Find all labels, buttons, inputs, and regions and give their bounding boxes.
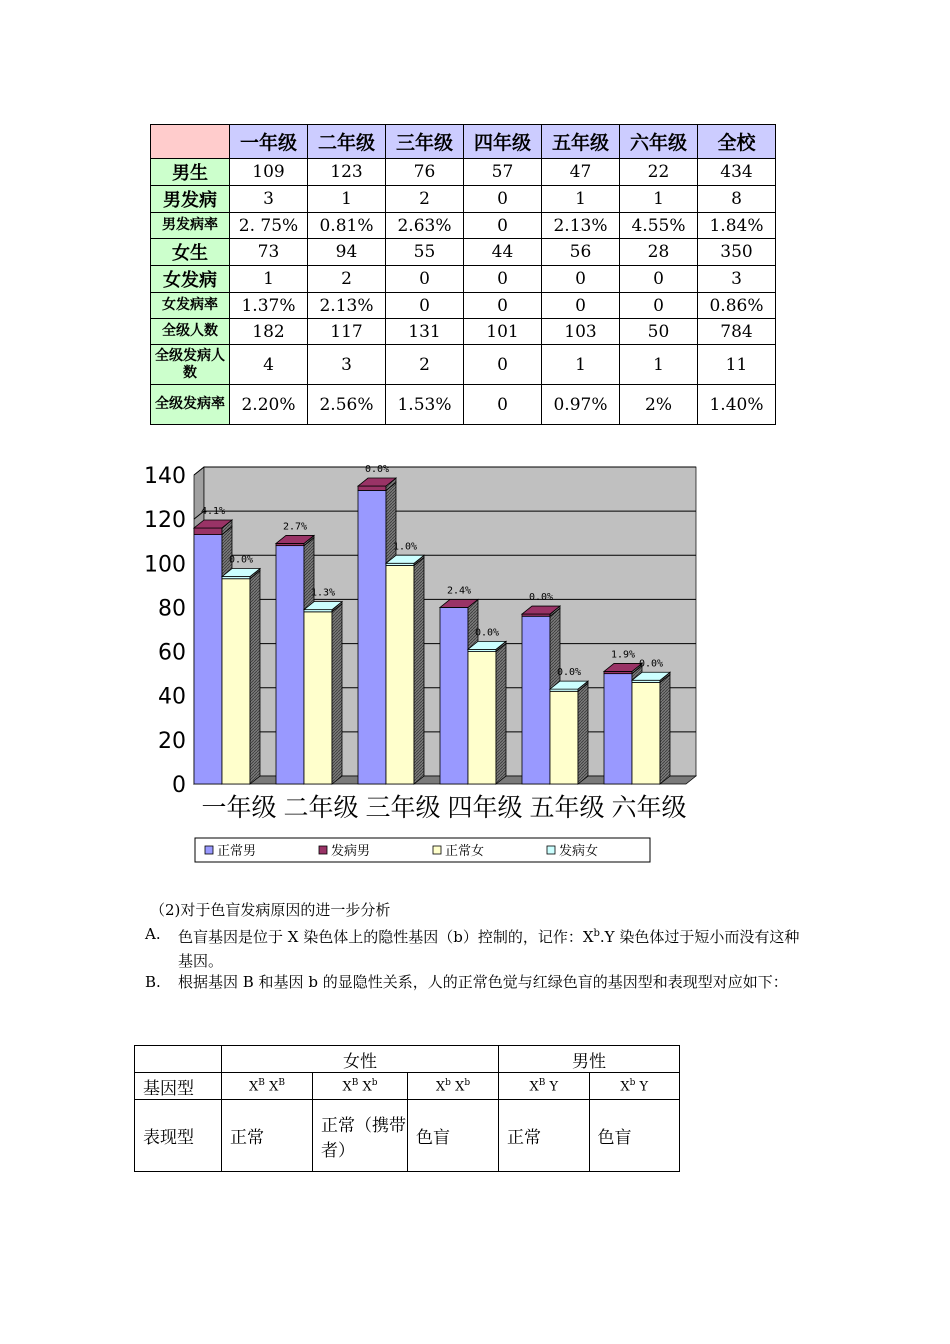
column-header: 五年级: [542, 125, 620, 159]
data-label: 0.0%: [474, 627, 500, 639]
analysis-item-b: [145, 970, 845, 1020]
data-label: 4.1%: [200, 505, 226, 517]
legend-label: 正常女: [445, 844, 485, 859]
column-header: 三年级: [386, 125, 464, 159]
table-cell: 0.81%: [308, 213, 386, 239]
table-cell: 1.84%: [698, 213, 776, 239]
table-cell: 0: [464, 186, 542, 213]
table-header-row: [151, 125, 776, 159]
table-cell: 1: [230, 266, 308, 293]
bar-正常女-side: [578, 683, 588, 784]
table-cell: 2: [308, 266, 386, 293]
table-cell: 56: [542, 239, 620, 266]
bar-正常男: [276, 546, 304, 784]
table-cell: 1: [620, 186, 698, 213]
table-cell: 103: [542, 319, 620, 345]
table-cell: 0: [464, 345, 542, 385]
table-cell: 2.13%: [542, 213, 620, 239]
table-cell: 4.55%: [620, 213, 698, 239]
y-tick-label: 0: [172, 773, 186, 798]
table-cell: 0: [542, 293, 620, 319]
item-text: 色盲基因是位于 X 染色体上的隐性基因（b）控制的，记作：$X^b.Y$ 染色体过于短小而没有这种基因。: [178, 928, 800, 970]
y-tick-label: 60: [158, 640, 186, 666]
genotype-cell: $X^B$ $X^B$: [222, 1073, 313, 1100]
bar-发病男: [358, 486, 386, 490]
table-row: [151, 266, 776, 293]
legend-label: 发病女: [559, 844, 599, 859]
table-cell: 0: [464, 293, 542, 319]
table-cell: 50: [620, 319, 698, 345]
table-cell: 8: [698, 186, 776, 213]
data-label: 1.0%: [392, 541, 418, 553]
row-label: 男发病: [151, 186, 230, 213]
bar-正常男: [440, 607, 468, 784]
table-cell: 11: [698, 345, 776, 385]
table-cell: 784: [698, 319, 776, 345]
table-cell: 57: [464, 159, 542, 186]
table-cell: 434: [698, 159, 776, 186]
phenotype-row: [135, 1100, 680, 1172]
table-cell: 2.63%: [386, 213, 464, 239]
table-row: [151, 186, 776, 213]
table-row: [151, 239, 776, 266]
y-tick-label: 80: [158, 596, 186, 622]
legend-label: 正常男: [217, 844, 257, 859]
x-tick-label: 五年级: [529, 793, 605, 822]
row-label: 女发病率: [151, 293, 230, 319]
analysis-item-a: [145, 922, 845, 972]
data-label: 2.4%: [446, 585, 472, 597]
genotype-cell: $X^b$ $X^b$: [408, 1073, 499, 1100]
bar-正常女: [304, 612, 332, 784]
table-cell: 123: [308, 159, 386, 186]
genotype-label: 基因型: [135, 1073, 222, 1100]
table-row: [151, 345, 776, 385]
data-label: 0.0%: [228, 554, 254, 566]
table-cell: 2%: [620, 385, 698, 425]
table-cell: 3: [230, 186, 308, 213]
table-cell: 0: [542, 266, 620, 293]
column-header: 四年级: [464, 125, 542, 159]
table-row: [151, 385, 776, 425]
table-cell: 28: [620, 239, 698, 266]
item-text: 根据基因 B 和基因 b 的显隐性关系，人的正常色觉与红绿色盲的基因型和表现型对应如下：: [178, 973, 788, 991]
row-label: 男发病率: [151, 213, 230, 239]
x-tick-label: 四年级: [447, 793, 523, 822]
item-marker: B.: [145, 973, 161, 991]
column-header: 全校: [698, 125, 776, 159]
table-row: [151, 293, 776, 319]
genotype-cell: $X^B$ $X^b$: [313, 1073, 408, 1100]
bar-正常女: [222, 579, 250, 784]
x-tick-label: 一年级: [201, 793, 277, 822]
table-cell: 182: [230, 319, 308, 345]
y-tick-label: 120: [144, 508, 186, 534]
table-cell: 22: [620, 159, 698, 186]
table-cell: 44: [464, 239, 542, 266]
phenotype-cell: 色盲: [408, 1100, 499, 1172]
legend-swatch: [547, 846, 555, 854]
table-cell: 55: [386, 239, 464, 266]
phenotype-cell: 正常: [222, 1100, 313, 1172]
table-cell: 1.53%: [386, 385, 464, 425]
data-label: 0.0%: [528, 592, 554, 604]
column-header: 六年级: [620, 125, 698, 159]
incidence-table: [150, 124, 776, 425]
table-cell: 2.56%: [308, 385, 386, 425]
genotype-table: [134, 1045, 680, 1172]
x-tick-label: 二年级: [283, 793, 359, 822]
table-body: [151, 159, 776, 425]
column-header: 一年级: [230, 125, 308, 159]
phenotype-cell: 正常（携带者）: [313, 1100, 408, 1172]
table-cell: 1: [542, 186, 620, 213]
x-tick-label: 三年级: [365, 793, 441, 822]
row-label: 女生: [151, 239, 230, 266]
bar-正常女-side: [332, 604, 342, 784]
genotype-cell: $X^b$ Y: [589, 1073, 680, 1100]
analysis-heading: （2)对于色盲发病原因的进一步分析: [150, 901, 391, 919]
table-cell: 3: [698, 266, 776, 293]
data-label: 1.3%: [310, 587, 336, 599]
table-cell: 109: [230, 159, 308, 186]
bar-正常女-side: [660, 674, 670, 784]
table-row: [151, 213, 776, 239]
bar-正常男: [194, 535, 222, 784]
empty-cell: [135, 1046, 222, 1073]
table-cell: 0: [464, 213, 542, 239]
male-header: 男性: [499, 1046, 680, 1073]
table-cell: 101: [464, 319, 542, 345]
bar-正常女: [550, 691, 578, 784]
table-cell: 0.86%: [698, 293, 776, 319]
table-cell: 2. 75%: [230, 213, 308, 239]
bar-正常女: [632, 682, 660, 784]
table-cell: 2: [386, 186, 464, 213]
table-cell: 0: [386, 293, 464, 319]
legend-swatch: [433, 846, 441, 854]
phenotype-cell: 正常: [499, 1100, 590, 1172]
table-cell: 1.40%: [698, 385, 776, 425]
data-label: 1.9%: [610, 649, 636, 661]
table-cell: 117: [308, 319, 386, 345]
table-cell: 2.20%: [230, 385, 308, 425]
table-cell: 0: [386, 266, 464, 293]
bar-正常男: [522, 616, 550, 784]
sex-header-row: [135, 1046, 680, 1073]
table-cell: 1: [542, 345, 620, 385]
table-cell: 0: [464, 266, 542, 293]
bar-正常女: [468, 652, 496, 784]
table-cell: 73: [230, 239, 308, 266]
legend-swatch: [205, 846, 213, 854]
table-cell: 4: [230, 345, 308, 385]
table-cell: 1: [308, 186, 386, 213]
row-label: 全级发病率: [151, 385, 230, 425]
phenotype-cell: 色盲: [589, 1100, 680, 1172]
data-label: 0.0%: [364, 464, 390, 476]
table-row: [151, 159, 776, 186]
table-cell: 1.37%: [230, 293, 308, 319]
row-label: 男生: [151, 159, 230, 186]
table-cell: 0: [620, 293, 698, 319]
y-tick-label: 40: [158, 684, 186, 710]
bar-正常男: [358, 490, 386, 784]
row-label: 全级人数: [151, 319, 230, 345]
table-cell: 131: [386, 319, 464, 345]
y-tick-label: 100: [144, 552, 186, 578]
data-label: 2.7%: [282, 521, 308, 533]
legend-swatch: [319, 846, 327, 854]
table-cell: 47: [542, 159, 620, 186]
table-cell: 94: [308, 239, 386, 266]
table-cell: 0.97%: [542, 385, 620, 425]
bar-正常女: [386, 565, 414, 784]
row-label: 全级发病人数: [151, 345, 230, 385]
x-tick-label: 六年级: [611, 793, 687, 822]
bar-发病男: [194, 528, 222, 535]
y-tick-label: 20: [158, 728, 186, 754]
genotype-row: [135, 1073, 680, 1100]
table-row: [151, 319, 776, 345]
table-cell: 2: [386, 345, 464, 385]
bar-正常女-side: [496, 644, 506, 784]
table-cell: 0: [464, 385, 542, 425]
genotype-cell: $X^B$ Y: [499, 1073, 590, 1100]
table-cell: 2.13%: [308, 293, 386, 319]
bar-正常男: [604, 674, 632, 784]
female-header: 女性: [222, 1046, 499, 1073]
table-corner-cell: [151, 125, 230, 159]
y-tick-label: 140: [144, 464, 186, 489]
legend-label: 发病男: [331, 844, 371, 859]
phenotype-label: 表现型: [135, 1100, 222, 1172]
data-label: 0.0%: [556, 667, 582, 679]
table-cell: 350: [698, 239, 776, 266]
table-cell: 76: [386, 159, 464, 186]
data-label: 0.0%: [638, 658, 664, 670]
bar-正常女-side: [250, 571, 260, 784]
bar-正常女-side: [414, 557, 424, 784]
item-marker: A.: [145, 925, 161, 943]
column-header: 二年级: [308, 125, 386, 159]
table-cell: 3: [308, 345, 386, 385]
bar-chart: [140, 455, 700, 867]
row-label: 女发病: [151, 266, 230, 293]
table-cell: 0: [620, 266, 698, 293]
table-cell: 1: [620, 345, 698, 385]
